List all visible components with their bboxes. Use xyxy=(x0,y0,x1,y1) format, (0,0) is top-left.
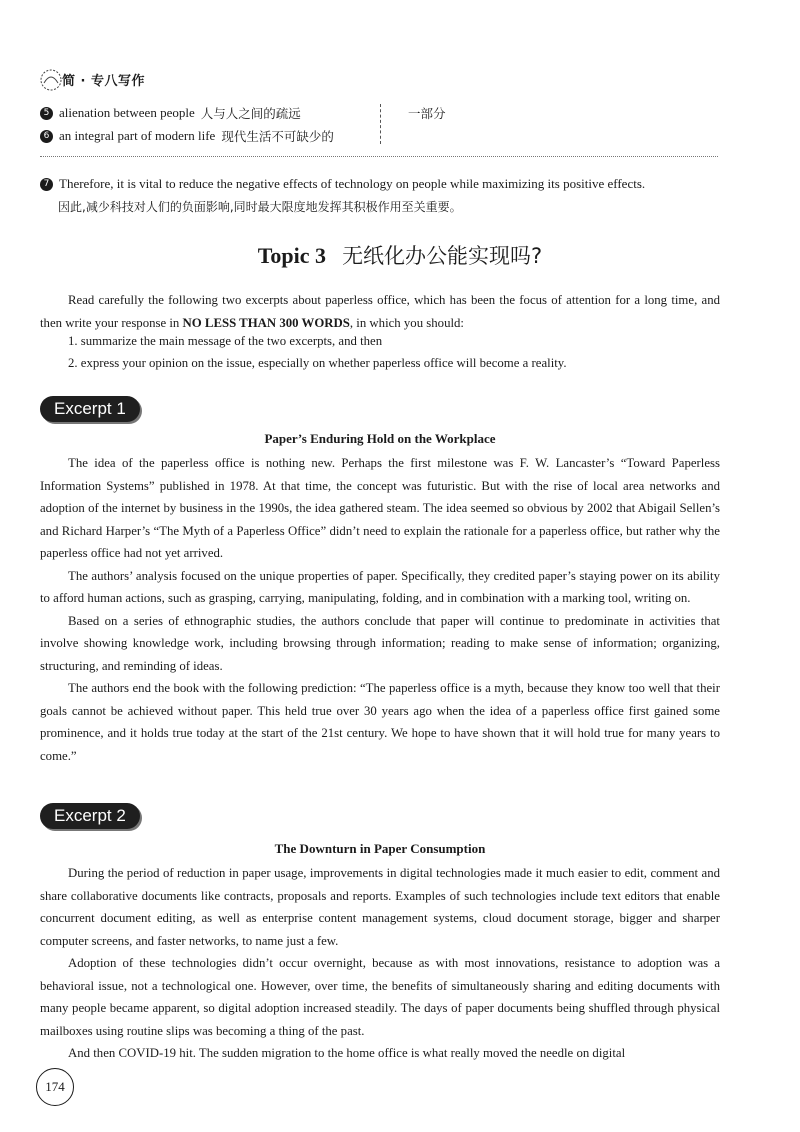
paragraph: Based on a series of ethnographic studies, the authors conclude that paper will continue to predominate in activities that involve showing knowledge work, including browsing through information; reading to make sense of information; organizing, structuring, and reminding of ideas. xyxy=(40,613,720,673)
vocab-chinese: 因此,减少科技对人们的负面影响,同时最大限度地发挥其积极作用至关重要。 xyxy=(58,200,462,214)
word-limit: NO LESS THAN 300 WORDS xyxy=(182,315,350,330)
paragraph: During the period of reduction in paper usage, improvements in digital technologies made it much easier to edit, comment and share collaborative documents like contracts, proposals and reports. Examples of such technologies include text editors that enable concurrent document editing, as well as enterprise content management systems, cloud document storage, bigger and sharper computer screens, and faster networks, to name just a few. xyxy=(40,866,720,948)
excerpt-title: The Downturn in Paper Consumption xyxy=(274,841,486,856)
topic-label: Topic 3 xyxy=(257,243,327,268)
dotted-divider xyxy=(40,156,718,157)
vocab-note: 一部分 xyxy=(408,106,446,121)
instructions-text: Read carefully the following two excerpts about paperless office, which has been the focus of attention for a long time, and then write your response in xyxy=(40,293,720,330)
vocab-number: 7 xyxy=(40,178,53,191)
excerpt-body xyxy=(40,862,720,1065)
excerpt-title: Paper’s Enduring Hold on the Workplace xyxy=(264,431,496,446)
page-number: 174 xyxy=(36,1068,74,1106)
instruction-item: 2. express your opinion on the issue, especially on whether paperless office will become a reality. xyxy=(68,356,567,370)
vocab-item xyxy=(40,104,301,122)
paragraph: The authors end the book with the following prediction: “The paperless office is a myth, because they know too well that their goals cannot be achieved without paper. This held true over 30 years ago when the idea of a paperless office first gained some prominence, and it holds true today at the start of the 21st century. We hope to have shown that it will hold true for many years to come.” xyxy=(40,681,720,763)
vocab-chinese: 人与人之间的疏远 xyxy=(200,106,301,121)
paragraph: The authors’ analysis focused on the unique properties of paper. Specifically, they credited paper’s staying power on its ability to afford human actions, such as grasping, carrying, manipulating, folding, and in combination with a marking tool, writing on. xyxy=(40,568,720,605)
instruction-item: 1. summarize the main message of the two excerpts, and then xyxy=(68,334,383,348)
instructions xyxy=(40,289,720,334)
topic-chinese-title: 无纸化办公能实现吗? xyxy=(342,244,543,268)
vocab-number: 6 xyxy=(40,130,53,143)
vocab-separator xyxy=(380,104,381,144)
vocab-item xyxy=(40,176,760,192)
paragraph: The idea of the paperless office is nothing new. Perhaps the first milestone was F. W. Lancaster’s “Toward Paperless Information Systems” published in 1978. At that time, the concept was futuristic. But with the rise of local area networks and adoption of the internet by business in the 1990s, the idea gathered steam. The idea seemed so obvious by 2002 that Abigail Sellen’s and Richard Harper’s “The Myth of a Paperless Office” didn’t need to explain the rationale for a paperless office, but rather why the paperless office had not yet arrived. xyxy=(40,456,720,560)
vocab-item xyxy=(40,127,334,145)
vocab-english: alienation between people xyxy=(59,105,195,120)
vocab-number: 5 xyxy=(40,107,53,120)
vocab-chinese: 现代生活不可缺少的 xyxy=(221,129,334,144)
vocab-english: Therefore, it is vital to reduce the negative effects of technology on people while maximizing its positive effects. xyxy=(59,176,646,191)
paragraph: And then COVID-19 hit. The sudden migration to the home office is what really moved the needle on digital xyxy=(68,1046,626,1060)
vocab-english: an integral part of modern life xyxy=(59,128,216,143)
topic-heading xyxy=(0,240,800,270)
excerpt-body xyxy=(40,452,720,767)
book-logo-icon xyxy=(38,67,64,93)
paragraph: Adoption of these technologies didn’t occur overnight, because as with most innovations, resistance to adoption was a behavioral issue, not a technological one. However, over time, the benefits of simultaneously sharing and editing documents with many people became apparent, so digital adoption increased steadily. The days of paper documents being shuffled through physical mailboxes using routine slips was becoming a thing of the past. xyxy=(40,956,720,1038)
excerpt-badge: Excerpt 2 xyxy=(40,803,140,829)
instructions-text: , in which you should: xyxy=(349,315,464,330)
book-title: 简 · 专八写作 xyxy=(62,74,145,89)
excerpt-badge: Excerpt 1 xyxy=(40,396,140,422)
